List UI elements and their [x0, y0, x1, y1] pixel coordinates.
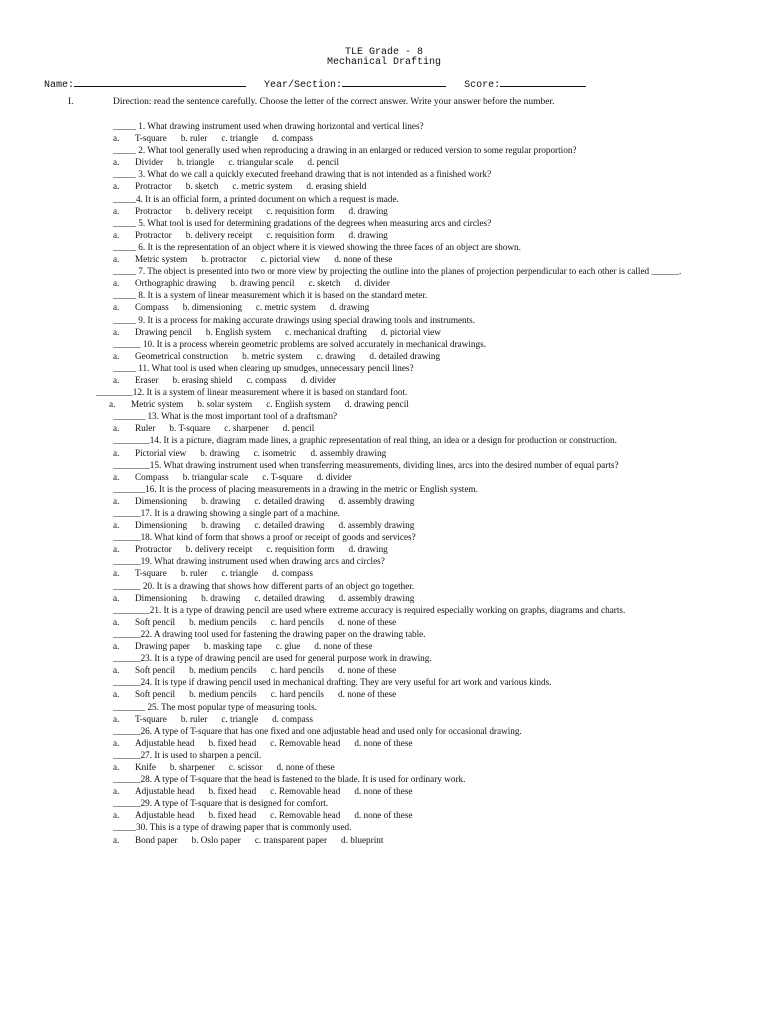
option-b: b. fixed head — [208, 737, 257, 748]
option-b: b. triangular scale — [182, 471, 249, 482]
option-d: d. none of these — [354, 786, 413, 797]
question-9-options — [0, 326, 768, 338]
option-letter-a: a. — [113, 447, 120, 458]
option-letter-a: a. — [113, 641, 120, 652]
name-label: Name: — [44, 80, 75, 91]
option-c: c. transparent paper — [254, 834, 328, 845]
section-number: I. — [68, 97, 74, 107]
exam-title: TLE Grade - 8 — [344, 47, 423, 58]
option-c: c. Removable head — [270, 810, 341, 821]
question-29: ______29. A type of T-square that is designed for comfort. — [113, 798, 329, 809]
option-a: T-square — [135, 713, 167, 724]
score-blank[interactable] — [500, 77, 586, 87]
option-a: Soft pencil — [135, 665, 176, 676]
option-a: Drawing pencil — [135, 326, 192, 337]
option-b: b. metric system — [242, 350, 303, 361]
question-3: _____ 3. What do we call a quickly executed freehand drawing that is not intended as a finished work? — [113, 169, 492, 180]
option-letter-a: a. — [113, 568, 120, 579]
option-b: b. English system — [205, 326, 271, 337]
option-letter-a: a. — [113, 616, 120, 627]
question-26: ______26. A type of T-square that has one fixed and one adjustable head and used only for occasional drawing. — [113, 725, 522, 736]
option-b: b. erasing shield — [172, 374, 233, 385]
question-22-options — [0, 640, 768, 652]
option-a: T-square — [135, 568, 167, 579]
option-b: b. drawing — [201, 592, 241, 603]
score-label: Score: — [464, 80, 501, 91]
question-30-options — [0, 834, 768, 846]
option-b: b. solar system — [197, 399, 253, 410]
question-7-options — [0, 277, 768, 289]
option-d: d. none of these — [354, 737, 413, 748]
option-c: c. triangle — [221, 713, 259, 724]
question-14: ________14. It is a picture, diagram made lines, a graphic representation of real thing, an idea or a design for production or construction. — [113, 435, 617, 446]
option-letter-a: a. — [113, 786, 120, 797]
option-b: b. drawing — [201, 520, 241, 531]
option-d: d. divider — [316, 471, 352, 482]
name-blank[interactable] — [74, 77, 246, 87]
option-letter-a: a. — [113, 592, 120, 603]
question-24-options — [0, 688, 768, 700]
option-a: Soft pencil — [135, 616, 176, 627]
question-12: ________12. It is a system of linear measurement where it is based on standard foot. — [96, 387, 408, 398]
option-d: d. none of these — [338, 689, 397, 700]
option-d: d. none of these — [334, 254, 393, 265]
option-d: d. drawing — [348, 229, 388, 240]
option-c: c. scissor — [228, 761, 263, 772]
question-7: _____ 7. The object is presented into two or more view by projecting the outline into the planes of projection perpendicular to each other is called ______. — [113, 266, 682, 277]
option-d: d. assembly drawing — [338, 495, 415, 506]
question-list — [0, 120, 768, 846]
student-info-row — [44, 77, 744, 91]
option-letter-a: a. — [113, 181, 120, 192]
question-16: _______16. It is the process of placing measurements in a drawing in the metric or English system. — [113, 483, 478, 494]
question-25: _______ 25. The most popular type of measuring tools. — [113, 701, 317, 712]
question-11: _____ 11. What tool is used when clearing up smudges, unnecessary pencil lines? — [113, 362, 414, 373]
option-d: d. divider — [300, 374, 336, 385]
option-a: Divider — [135, 157, 164, 168]
option-c: c. metric system — [255, 302, 316, 313]
option-c: c. detailed drawing — [254, 495, 325, 506]
question-13-options — [0, 422, 768, 434]
option-a: Drawing paper — [135, 641, 190, 652]
option-letter-a: a. — [113, 544, 120, 555]
option-a: Compass — [135, 471, 169, 482]
section-blank[interactable] — [342, 77, 446, 87]
question-28: ______28. A type of T-square that the head is fastened to the blade. It is used for ordinary work. — [113, 774, 466, 785]
option-letter-a: a. — [109, 399, 116, 410]
question-8: _____ 8. It is a system of linear measurement which it is based on the standard meter. — [113, 290, 428, 301]
question-18-options — [0, 543, 768, 555]
question-15: ________15. What drawing instrument used when transferring measurements, dividing lines, arcs into the desired number of equal parts? — [113, 459, 619, 470]
option-d: d. blueprint — [341, 834, 384, 845]
option-c: c. pictorial view — [260, 254, 321, 265]
option-b: b. delivery receipt — [185, 229, 253, 240]
option-d: d. assembly drawing — [338, 592, 415, 603]
option-letter-a: a. — [113, 713, 120, 724]
direction-text: Direction: read the sentence carefully. Choose the letter of the correct answer. Write your answer before the number. — [113, 97, 555, 107]
option-d: d. drawing — [329, 302, 370, 313]
question-14-options — [0, 447, 768, 459]
option-b: b. medium pencils — [189, 665, 257, 676]
option-d: d. detailed drawing — [369, 350, 441, 361]
question-5: _____ 5. What tool is used for determining gradations of the degrees when measuring arcs and circles? — [113, 217, 492, 228]
option-d: d. erasing shield — [306, 181, 367, 192]
question-16-options — [0, 495, 768, 507]
option-c: c. drawing — [316, 350, 356, 361]
option-a: Compass — [135, 302, 169, 313]
option-a: Geometrical construction — [135, 350, 229, 361]
option-c: c. isometric — [253, 447, 297, 458]
question-25-options — [0, 713, 768, 725]
question-4-options — [0, 205, 768, 217]
question-20-options — [0, 592, 768, 604]
option-d: d. drawing pencil — [344, 399, 409, 410]
option-d: d. assembly drawing — [310, 447, 387, 458]
question-27-options — [0, 761, 768, 773]
option-letter-a: a. — [113, 350, 120, 361]
option-a: T-square — [135, 133, 167, 144]
option-d: d. pictorial view — [380, 326, 441, 337]
question-27: ______27. It is used to sharpen a pencil. — [113, 749, 262, 760]
option-b: b. sharpener — [169, 761, 215, 772]
question-3-options — [0, 180, 768, 192]
option-letter-a: a. — [113, 133, 120, 144]
question-9: _____ 9. It is a process for making accurate drawings using special drawing tools and instruments. — [113, 314, 476, 325]
option-a: Eraser — [135, 374, 159, 385]
option-c: c. triangle — [221, 133, 259, 144]
option-letter-a: a. — [113, 326, 120, 337]
option-letter-a: a. — [113, 229, 120, 240]
option-c: c. triangle — [221, 568, 259, 579]
option-a: Protractor — [135, 229, 172, 240]
option-a: Metric system — [131, 399, 184, 410]
option-b: b. drawing — [200, 447, 240, 458]
option-a: Pictorial view — [135, 447, 187, 458]
option-d: d. assembly drawing — [338, 520, 415, 531]
option-b: b. masking tape — [203, 641, 262, 652]
option-b: b. drawing pencil — [230, 278, 295, 289]
option-d: d. pencil — [307, 157, 340, 168]
option-c: c. Removable head — [270, 737, 341, 748]
option-a: Soft pencil — [135, 689, 176, 700]
option-b: b. T-square — [169, 423, 211, 434]
option-letter-a: a. — [113, 157, 120, 168]
option-letter-a: a. — [113, 471, 120, 482]
option-a: Dimensioning — [135, 495, 188, 506]
option-a: Knife — [135, 761, 156, 772]
option-a: Orthographic drawing — [135, 278, 217, 289]
option-c: c. T-square — [262, 471, 303, 482]
question-23: ______23. It is a type of drawing pencil are used for general purpose work in drawing. — [113, 653, 432, 664]
option-c: c. hard pencils — [270, 689, 325, 700]
question-5-options — [0, 229, 768, 241]
option-a: Protractor — [135, 181, 172, 192]
option-c: c. hard pencils — [270, 665, 325, 676]
option-b: b. fixed head — [208, 786, 257, 797]
question-1-options — [0, 132, 768, 144]
option-b: b. Oslo paper — [191, 834, 241, 845]
option-c: c. compass — [246, 374, 287, 385]
option-d: d. pencil — [282, 423, 315, 434]
option-a: Dimensioning — [135, 592, 188, 603]
option-b: b. delivery receipt — [185, 544, 253, 555]
question-18: ______18. What kind of form that shows a proof or receipt of goods and services? — [113, 532, 416, 543]
option-a: Protractor — [135, 205, 172, 216]
option-letter-a: a. — [113, 205, 120, 216]
question-15-options — [0, 471, 768, 483]
question-30: _____30. This is a type of drawing paper that is commonly used. — [113, 822, 352, 833]
option-d: d. none of these — [314, 641, 373, 652]
question-13: _______ 13. What is the most important tool of a draftsman? — [113, 411, 338, 422]
option-d: d. compass — [272, 568, 313, 579]
option-b: b. ruler — [180, 133, 208, 144]
option-a: Ruler — [135, 423, 156, 434]
question-19-options — [0, 567, 768, 579]
option-b: b. drawing — [201, 495, 241, 506]
option-a: Protractor — [135, 544, 172, 555]
option-a: Dimensioning — [135, 520, 188, 531]
option-b: b. medium pencils — [189, 689, 257, 700]
question-22: ______22. A drawing tool used for fastening the drawing paper on the drawing table. — [113, 628, 426, 639]
option-letter-a: a. — [113, 737, 120, 748]
question-11-options — [0, 374, 768, 386]
question-21: ________21. It is a type of drawing pencil are used where extreme accuracy is required especially working on graphs, diagrams and charts. — [113, 604, 626, 615]
option-b: b. ruler — [180, 713, 208, 724]
option-d: d. none of these — [276, 761, 335, 772]
option-letter-a: a. — [113, 761, 120, 772]
option-b: b. fixed head — [208, 810, 257, 821]
option-letter-a: a. — [113, 834, 120, 845]
option-d: d. divider — [354, 278, 390, 289]
option-c: c. metric system — [232, 181, 293, 192]
option-c: c. triangular scale — [228, 157, 294, 168]
option-a: Bond paper — [135, 834, 178, 845]
option-b: b. delivery receipt — [185, 205, 253, 216]
option-d: d. none of these — [338, 665, 397, 676]
option-c: c. hard pencils — [270, 616, 325, 627]
question-26-options — [0, 737, 768, 749]
option-a: Metric system — [135, 254, 188, 265]
option-d: d. drawing — [348, 205, 388, 216]
option-letter-a: a. — [113, 495, 120, 506]
option-c: c. Removable head — [270, 786, 341, 797]
option-b: b. ruler — [180, 568, 208, 579]
option-c: c. detailed drawing — [254, 520, 325, 531]
option-letter-a: a. — [113, 665, 120, 676]
question-4: _____4. It is an official form, a printed document on which a request is made. — [113, 193, 399, 204]
option-letter-a: a. — [113, 810, 120, 821]
option-c: c. detailed drawing — [254, 592, 325, 603]
option-letter-a: a. — [113, 254, 120, 265]
option-c: c. glue — [275, 641, 301, 652]
option-c: c. mechanical drafting — [285, 326, 367, 337]
question-8-options — [0, 301, 768, 313]
question-6: _____ 6. It is the representation of an object where it is viewed showing the three faces of an object are shown. — [113, 241, 521, 252]
option-letter-a: a. — [113, 689, 120, 700]
option-b: b. triangle — [177, 157, 215, 168]
option-d: d. none of these — [354, 810, 413, 821]
exam-subtitle: Mechanical Drafting — [326, 57, 442, 68]
option-a: Adjustable head — [135, 737, 195, 748]
question-20: ______ 20. It is a drawing that shows how different parts of an object go together. — [113, 580, 415, 591]
question-21-options — [0, 616, 768, 628]
option-b: b. sketch — [185, 181, 219, 192]
question-24: ______24. It is type if drawing pencil used in mechanical drafting. They are very useful for art work and various kinds. — [113, 677, 552, 688]
option-c: c. requisition form — [266, 205, 335, 216]
option-letter-a: a. — [113, 520, 120, 531]
question-17-options — [0, 519, 768, 531]
option-d: d. compass — [272, 133, 313, 144]
section-label: Year/Section: — [264, 80, 343, 91]
option-c: c. requisition form — [266, 544, 335, 555]
option-c: c. sharpener — [224, 423, 269, 434]
question-23-options — [0, 664, 768, 676]
option-d: d. drawing — [348, 544, 388, 555]
question-12-options — [0, 398, 768, 410]
option-letter-a: a. — [113, 374, 120, 385]
option-letter-a: a. — [113, 278, 120, 289]
question-2-options — [0, 156, 768, 168]
option-d: d. none of these — [338, 616, 397, 627]
question-10: ______ 10. It is a process wherein geometric problems are solved accurately in mechanical drawings. — [113, 338, 486, 349]
option-b: b. dimensioning — [182, 302, 242, 313]
option-c: c. sketch — [308, 278, 341, 289]
question-1: _____ 1. What drawing instrument used when drawing horizontal and vertical lines? — [113, 121, 424, 131]
question-10-options — [0, 350, 768, 362]
question-2: _____ 2. What tool generally used when reproducing a drawing in an enlarged or reduced version to some regular proportion? — [113, 145, 577, 156]
option-letter-a: a. — [113, 423, 120, 434]
question-6-options — [0, 253, 768, 265]
option-b: b. protractor — [201, 254, 247, 265]
question-28-options — [0, 785, 768, 797]
question-17: ______17. It is a drawing showing a single part of a machine. — [113, 508, 340, 518]
option-a: Adjustable head — [135, 810, 195, 821]
question-29-options — [0, 809, 768, 821]
option-c: c. English system — [266, 399, 331, 410]
option-letter-a: a. — [113, 302, 120, 313]
option-b: b. medium pencils — [189, 616, 257, 627]
option-c: c. requisition form — [266, 229, 335, 240]
question-19: ______19. What drawing instrument used when drawing arcs and circles? — [113, 556, 385, 567]
option-d: d. compass — [272, 713, 313, 724]
option-a: Adjustable head — [135, 786, 195, 797]
